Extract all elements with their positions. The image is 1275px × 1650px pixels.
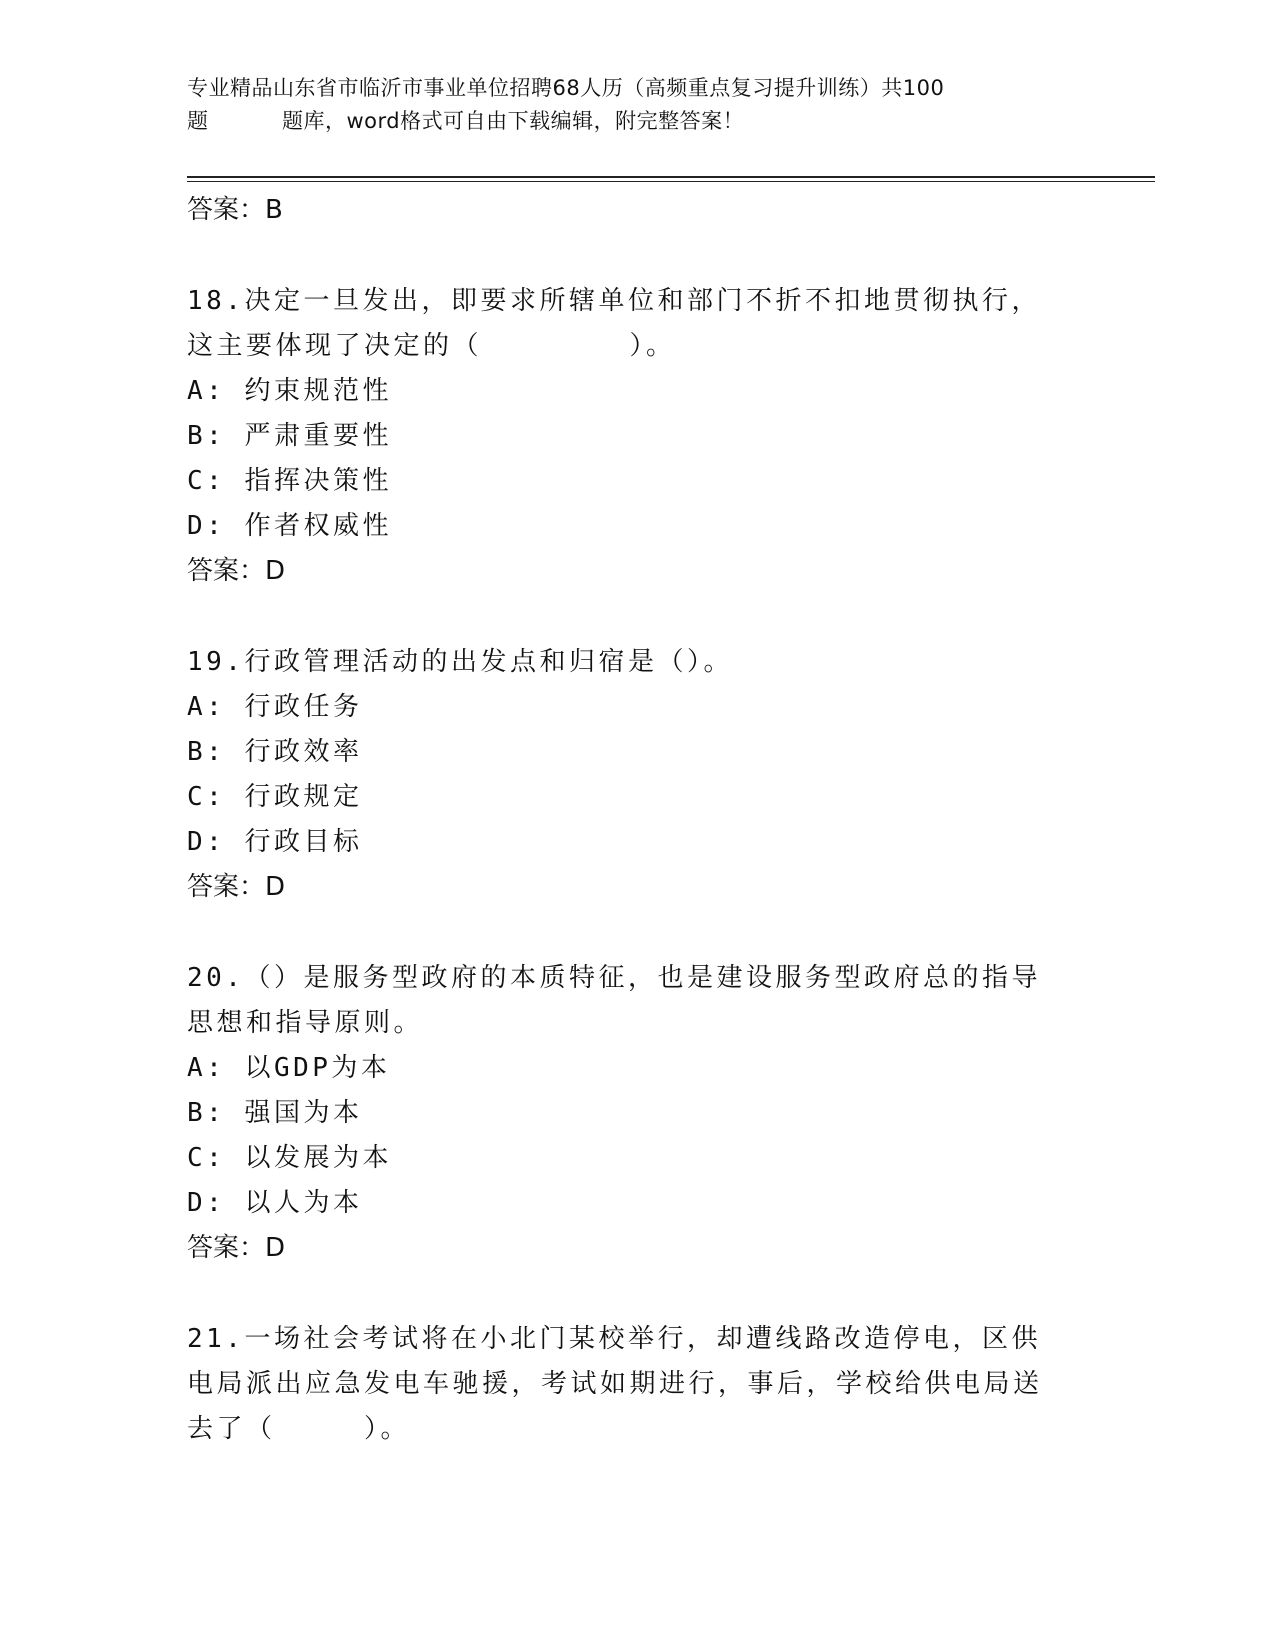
header-line-2-text: 题库，word格式可自由下载编辑，附完整答案！ — [282, 109, 745, 133]
header-line-2-prefix: 题 — [187, 109, 209, 133]
option-b: B: 严肃重要性 — [187, 421, 392, 451]
question-20 — [187, 956, 1087, 1271]
question-text: 20.（）是服务型政府的本质特征，也是建设服务型政府总的指导思想和指导原则。 — [187, 963, 1041, 1038]
page-header — [187, 72, 1067, 138]
option-d: D: 行政目标 — [187, 827, 363, 857]
option-c: C: 以发展为本 — [187, 1143, 392, 1173]
question-text: 21.一场社会考试将在小北门某校举行，却遭线路改造停电，区供电局派出应急发电车驰援，考试如期进行，事后，学校给供电局送去了（ ）。 — [187, 1324, 1043, 1444]
option-a: A: 约束规范性 — [187, 376, 392, 406]
answer-label: 答案：D — [187, 872, 286, 902]
question-text: 18.决定一旦发出，即要求所辖单位和部门不折不扣地贯彻执行，这主要体现了决定的（ ）。 — [187, 286, 1041, 361]
question-list — [187, 188, 1087, 1452]
option-d: D: 以人为本 — [187, 1188, 363, 1218]
answer-label: 答案：D — [187, 1233, 286, 1263]
option-c: C: 指挥决策性 — [187, 466, 392, 496]
question-21 — [187, 1317, 1087, 1452]
option-c: C: 行政规定 — [187, 782, 363, 812]
option-a: A: 以GDP为本 — [187, 1053, 391, 1083]
header-line-1: 专业精品山东省市临沂市事业单位招聘68人历（高频重点复习提升训练）共100 — [187, 76, 945, 100]
option-b: B: 行政效率 — [187, 737, 363, 767]
answer-label: 答案：D — [187, 556, 286, 586]
question-18 — [187, 279, 1087, 594]
option-b: B: 强国为本 — [187, 1098, 363, 1128]
option-d: D: 作者权威性 — [187, 511, 392, 541]
question-text: 19.行政管理活动的出发点和归宿是（）。 — [187, 647, 733, 677]
header-rule-thick — [187, 176, 1155, 178]
header-rule-thin — [187, 181, 1155, 182]
option-a: A: 行政任务 — [187, 692, 363, 722]
question-19 — [187, 640, 1087, 910]
header-line-2 — [187, 105, 1067, 138]
answer-label: 答案：B — [187, 195, 283, 225]
